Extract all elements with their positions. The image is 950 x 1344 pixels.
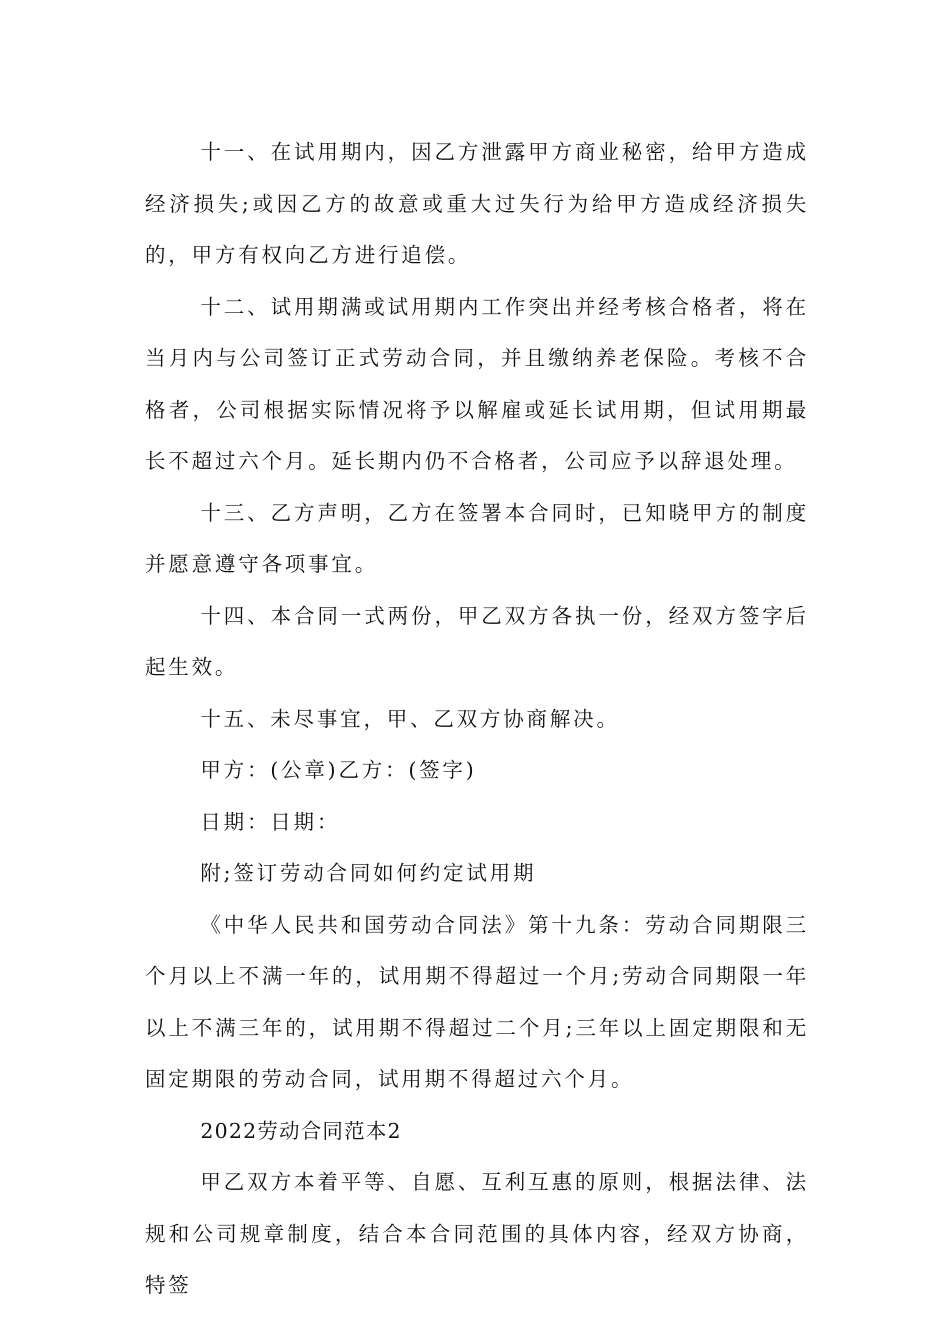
template-2-preamble: 甲乙双方本着平等、自愿、互利互惠的原则，根据法律、法规和公司规章制度，结合本合同范围的具体内容，经双方协商，特签: [145, 1170, 809, 1297]
date-line: 日期：日期：: [200, 809, 341, 834]
clause-14: 十四、本合同一式两份，甲乙双方各执一份，经双方签字后起生效。: [145, 603, 809, 679]
labor-law-article-19: 《中华人民共和国劳动合同法》第十九条：劳动合同期限三个月以上不满一年的，试用期不得超过一个月;劳动合同期限一年以上不满三年的，试用期不得超过二个月;三年以上固定期限和无固定期限的劳动合同，试用期不得超过六个月。: [145, 912, 809, 1091]
signature-line: 甲方：(公章)乙方：(签字): [200, 758, 477, 782]
document-body: [145, 127, 809, 1312]
clause-13: 十三、乙方声明，乙方在签署本合同时，已知晓甲方的制度并愿意遵守各项事宜。: [145, 500, 809, 576]
clause-15: 十五、未尽事宜，甲、乙双方协商解决。: [200, 706, 620, 731]
template-2-title: 2022劳动合同范本2: [200, 1118, 402, 1143]
clause-12: 十二、试用期满或试用期内工作突出并经考核合格者，将在当月内与公司签订正式劳动合同，并且缴纳养老保险。考核不合格者，公司根据实际情况将予以解雇或延长试用期，但试用期最长不超过六个月。延长期内仍不合格者，公司应予以辞退处理。: [145, 294, 809, 473]
appendix-heading: 附;签订劳动合同如何约定试用期: [200, 861, 537, 885]
clause-11: 十一、在试用期内，因乙方泄露甲方商业秘密，给甲方造成经济损失;或因乙方的故意或重大过失行为给甲方造成经济损失的，甲方有权向乙方进行追偿。: [145, 140, 809, 267]
